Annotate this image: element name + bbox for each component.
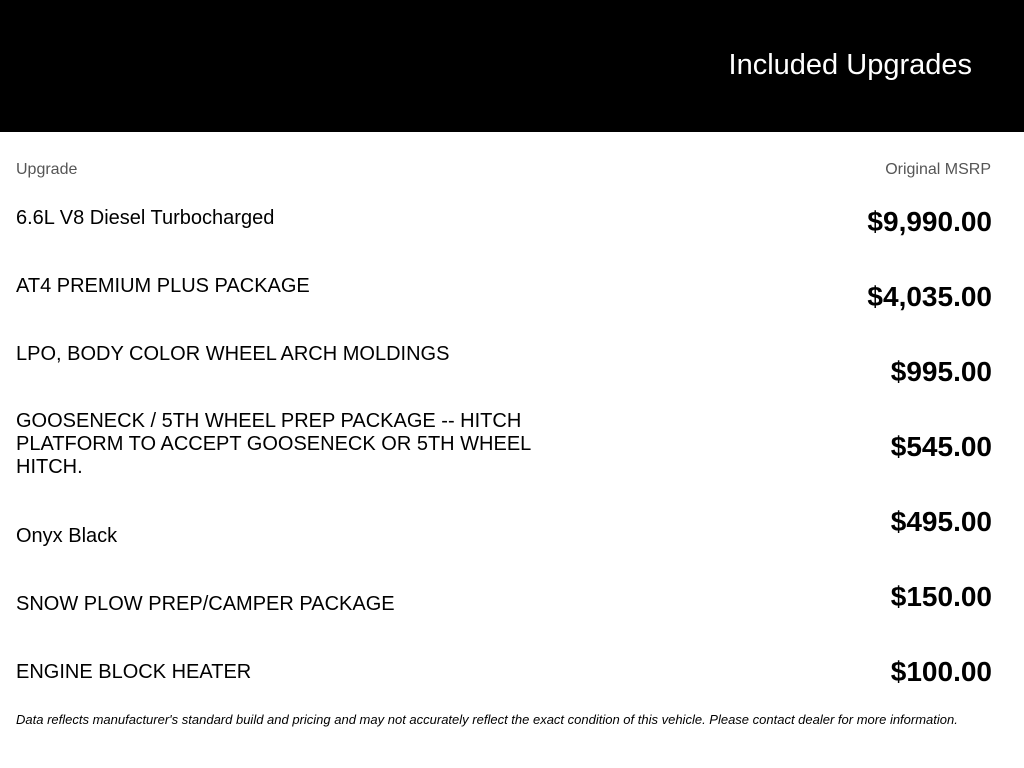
page-title: Included Upgrades (728, 49, 972, 81)
msrp-column-header: Original MSRP (885, 161, 991, 178)
msrp-price: $995.00 (890, 356, 992, 387)
upgrade-name: 6.6L V8 Diesel Turbocharged (16, 207, 275, 229)
disclaimer-text: Data reflects manufacturer's standard build and pricing and may not accurately reflect the exact condition of this vehicle. Please contact dealer for more information. (16, 712, 958, 727)
upgrade-name: GOOSENECK / 5TH WHEEL PREP PACKAGE -- HITCH PLATFORM TO ACCEPT GOOSENECK OR 5TH WHEEL HITCH. (16, 410, 531, 478)
upgrade-name: SNOW PLOW PREP/CAMPER PACKAGE (16, 593, 395, 615)
msrp-price: $495.00 (890, 506, 992, 537)
upgrade-name: Onyx Black (16, 525, 118, 547)
msrp-price: $545.00 (890, 431, 992, 462)
upgrade-name: AT4 PREMIUM PLUS PACKAGE (16, 275, 310, 297)
msrp-price: $100.00 (890, 656, 992, 687)
msrp-price: $150.00 (890, 581, 992, 612)
msrp-price: $9,990.00 (867, 206, 992, 237)
upgrade-column-header: Upgrade (16, 161, 78, 178)
upgrade-name: ENGINE BLOCK HEATER (16, 661, 252, 683)
page-header (0, 0, 1024, 132)
upgrade-name: LPO, BODY COLOR WHEEL ARCH MOLDINGS (16, 343, 450, 365)
msrp-price: $4,035.00 (867, 281, 992, 312)
